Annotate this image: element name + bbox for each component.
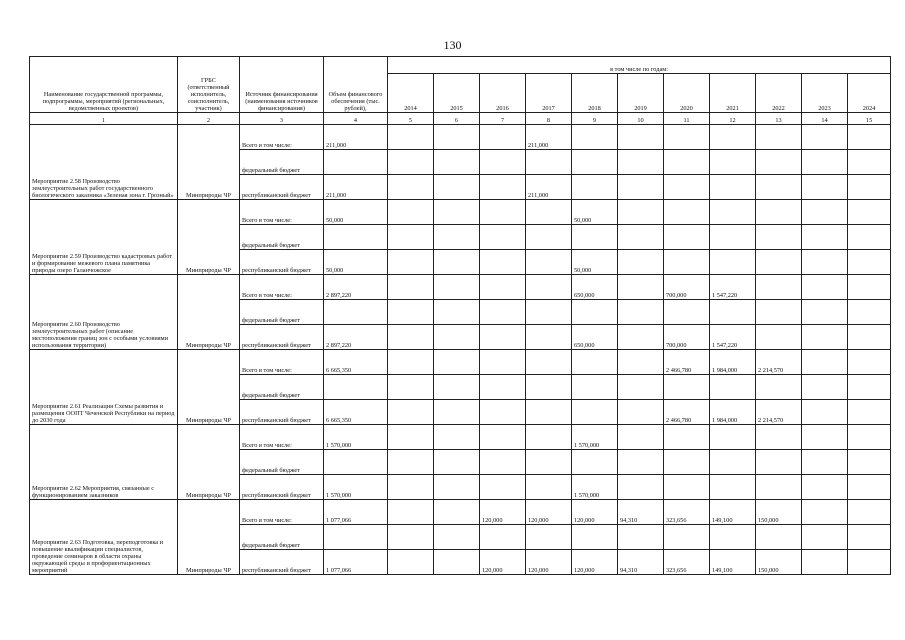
funding-source: республиканский бюджет — [240, 400, 324, 425]
year-value-2019: 94,310 — [618, 500, 664, 525]
year-value-2016 — [480, 450, 526, 475]
funding-total: 2 897,220 — [324, 325, 388, 350]
year-value-2024 — [848, 475, 891, 500]
table-row — [30, 275, 891, 300]
funding-total: 1 570,000 — [324, 425, 388, 450]
header-source: Источник финансирования (наименования источников финансирования) — [240, 57, 324, 113]
year-value-2020 — [664, 175, 710, 200]
year-value-2018: 120,000 — [572, 550, 618, 575]
year-value-2021 — [710, 200, 756, 225]
funding-source: республиканский бюджет — [240, 175, 324, 200]
year-value-2016 — [480, 275, 526, 300]
year-value-2024 — [848, 375, 891, 400]
year-value-2022 — [756, 125, 802, 150]
year-value-2019 — [618, 300, 664, 325]
year-value-2014 — [388, 525, 434, 550]
year-value-2022 — [756, 150, 802, 175]
year-value-2018 — [572, 375, 618, 400]
year-value-2018: 50,000 — [572, 250, 618, 275]
year-value-2019 — [618, 275, 664, 300]
year-value-2014 — [388, 200, 434, 225]
year-value-2019 — [618, 225, 664, 250]
year-value-2019 — [618, 125, 664, 150]
year-value-2022 — [756, 300, 802, 325]
year-value-2020: 700,000 — [664, 325, 710, 350]
year-value-2024 — [848, 200, 891, 225]
header-year-2019: 2019 — [618, 74, 664, 113]
year-value-2016 — [480, 375, 526, 400]
year-value-2023 — [802, 325, 848, 350]
year-value-2017: 211,000 — [526, 125, 572, 150]
year-value-2023 — [802, 400, 848, 425]
year-value-2018 — [572, 300, 618, 325]
header-year-2023: 2023 — [802, 74, 848, 113]
column-number: 5 — [388, 113, 434, 125]
year-value-2014 — [388, 125, 434, 150]
activity-grbs: Минприроды ЧР — [178, 350, 240, 425]
activity-grbs: Минприроды ЧР — [178, 500, 240, 575]
column-number: 3 — [240, 113, 324, 125]
year-value-2019 — [618, 450, 664, 475]
column-number: 1 — [30, 113, 178, 125]
year-value-2018: 650,000 — [572, 275, 618, 300]
year-value-2020 — [664, 125, 710, 150]
year-value-2017 — [526, 475, 572, 500]
year-value-2017 — [526, 375, 572, 400]
year-value-2021 — [710, 300, 756, 325]
year-value-2018 — [572, 225, 618, 250]
year-value-2021 — [710, 475, 756, 500]
year-value-2024 — [848, 325, 891, 350]
year-value-2019 — [618, 425, 664, 450]
year-value-2015 — [434, 175, 480, 200]
funding-total — [324, 525, 388, 550]
year-value-2020 — [664, 200, 710, 225]
year-value-2019 — [618, 375, 664, 400]
year-value-2021: 1 547,220 — [710, 325, 756, 350]
year-value-2022 — [756, 200, 802, 225]
funding-total — [324, 150, 388, 175]
year-value-2021 — [710, 450, 756, 475]
year-value-2018 — [572, 450, 618, 475]
year-value-2014 — [388, 175, 434, 200]
funding-total: 211,000 — [324, 175, 388, 200]
funding-total: 1 077,066 — [324, 550, 388, 575]
year-value-2017: 120,000 — [526, 500, 572, 525]
funding-source: Всего в том числе: — [240, 125, 324, 150]
year-value-2017 — [526, 525, 572, 550]
year-value-2020 — [664, 225, 710, 250]
year-value-2023 — [802, 450, 848, 475]
year-value-2018: 650,000 — [572, 325, 618, 350]
year-value-2021: 1 984,000 — [710, 400, 756, 425]
year-value-2022: 2 214,570 — [756, 400, 802, 425]
year-value-2023 — [802, 200, 848, 225]
year-value-2016 — [480, 475, 526, 500]
activity-name: Мероприятие 2.60 Производство землеустроительных работ (описание местоположения границ зон с особыми условиями использования территории) — [30, 275, 178, 350]
year-value-2019 — [618, 475, 664, 500]
column-number: 11 — [664, 113, 710, 125]
year-value-2016 — [480, 125, 526, 150]
year-value-2018 — [572, 400, 618, 425]
year-value-2021 — [710, 525, 756, 550]
year-value-2014 — [388, 300, 434, 325]
year-value-2023 — [802, 275, 848, 300]
year-value-2024 — [848, 175, 891, 200]
year-value-2020: 2 466,780 — [664, 400, 710, 425]
year-value-2021: 149,100 — [710, 550, 756, 575]
funding-source: федеральный бюджет — [240, 450, 324, 475]
year-value-2019 — [618, 250, 664, 275]
column-number: 12 — [710, 113, 756, 125]
year-value-2024 — [848, 400, 891, 425]
activity-grbs: Минприроды ЧР — [178, 200, 240, 275]
header-year-2018: 2018 — [572, 74, 618, 113]
funding-source: республиканский бюджет — [240, 325, 324, 350]
year-value-2024 — [848, 300, 891, 325]
year-value-2015 — [434, 525, 480, 550]
year-value-2017 — [526, 225, 572, 250]
funding-total — [324, 375, 388, 400]
column-number: 15 — [848, 113, 891, 125]
column-number: 2 — [178, 113, 240, 125]
year-value-2023 — [802, 550, 848, 575]
year-value-2022 — [756, 250, 802, 275]
year-value-2021 — [710, 425, 756, 450]
header-year-2016: 2016 — [480, 74, 526, 113]
year-value-2020 — [664, 475, 710, 500]
year-value-2023 — [802, 350, 848, 375]
funding-total — [324, 225, 388, 250]
year-value-2018: 50,000 — [572, 200, 618, 225]
column-number: 9 — [572, 113, 618, 125]
year-value-2023 — [802, 300, 848, 325]
year-value-2022 — [756, 450, 802, 475]
year-value-2018: 1 570,000 — [572, 425, 618, 450]
year-value-2018 — [572, 125, 618, 150]
year-value-2022: 150,000 — [756, 500, 802, 525]
year-value-2016 — [480, 325, 526, 350]
year-value-2020: 2 466,780 — [664, 350, 710, 375]
year-value-2019 — [618, 350, 664, 375]
funding-source: федеральный бюджет — [240, 150, 324, 175]
year-value-2024 — [848, 425, 891, 450]
column-number: 10 — [618, 113, 664, 125]
activity-name: Мероприятие 2.63 Подготовка, переподготовка и повышение квалификации специалистов, проведение семинаров в области охраны окружающей среды и профориентационных мероприятий — [30, 500, 178, 575]
year-value-2015 — [434, 275, 480, 300]
table-row — [30, 125, 891, 150]
funding-total: 1 077,066 — [324, 500, 388, 525]
year-value-2015 — [434, 375, 480, 400]
year-value-2020 — [664, 250, 710, 275]
year-value-2024 — [848, 250, 891, 275]
funding-source: республиканский бюджет — [240, 250, 324, 275]
year-value-2023 — [802, 375, 848, 400]
year-value-2021 — [710, 375, 756, 400]
year-value-2020 — [664, 375, 710, 400]
year-value-2018 — [572, 150, 618, 175]
year-value-2014 — [388, 550, 434, 575]
funding-total: 6 665,350 — [324, 350, 388, 375]
year-value-2015 — [434, 150, 480, 175]
header-year-2015: 2015 — [434, 74, 480, 113]
column-number: 4 — [324, 113, 388, 125]
year-value-2014 — [388, 225, 434, 250]
year-value-2017 — [526, 325, 572, 350]
year-value-2021 — [710, 250, 756, 275]
year-value-2014 — [388, 425, 434, 450]
year-value-2024 — [848, 550, 891, 575]
year-value-2022 — [756, 475, 802, 500]
year-value-2015 — [434, 350, 480, 375]
funding-source: Всего в том числе: — [240, 500, 324, 525]
year-value-2014 — [388, 325, 434, 350]
year-value-2023 — [802, 125, 848, 150]
year-value-2019 — [618, 525, 664, 550]
year-value-2015 — [434, 400, 480, 425]
year-value-2017: 211,000 — [526, 175, 572, 200]
funding-source: республиканский бюджет — [240, 475, 324, 500]
year-value-2018 — [572, 525, 618, 550]
year-value-2018 — [572, 175, 618, 200]
funding-source: Всего в том числе: — [240, 350, 324, 375]
year-value-2021 — [710, 225, 756, 250]
funding-total: 1 570,000 — [324, 475, 388, 500]
year-value-2017 — [526, 275, 572, 300]
table-row — [30, 350, 891, 375]
year-value-2015 — [434, 125, 480, 150]
column-number: 7 — [480, 113, 526, 125]
year-value-2024 — [848, 350, 891, 375]
page-number: 130 — [443, 38, 462, 52]
header-grbs: ГРБС (ответственный исполнитель, соисполнитель, участник) — [178, 57, 240, 113]
year-value-2015 — [434, 300, 480, 325]
year-value-2024 — [848, 225, 891, 250]
year-value-2018: 120,000 — [572, 500, 618, 525]
year-value-2015 — [434, 475, 480, 500]
funding-total — [324, 300, 388, 325]
year-value-2017: 120,000 — [526, 550, 572, 575]
year-value-2022 — [756, 175, 802, 200]
year-value-2023 — [802, 150, 848, 175]
year-value-2016: 120,000 — [480, 550, 526, 575]
year-value-2020: 323,656 — [664, 500, 710, 525]
column-number: 14 — [802, 113, 848, 125]
activity-name: Мероприятие 2.62 Мероприятия, связанные с функционированием заказников — [30, 425, 178, 500]
year-value-2020 — [664, 150, 710, 175]
year-value-2020: 323,656 — [664, 550, 710, 575]
header-year-2017: 2017 — [526, 74, 572, 113]
table-row — [30, 425, 891, 450]
activity-grbs: Минприроды ЧР — [178, 425, 240, 500]
header-years-group: в том числе по годам: — [388, 57, 891, 74]
year-value-2022: 150,000 — [756, 550, 802, 575]
year-value-2023 — [802, 525, 848, 550]
year-value-2017 — [526, 150, 572, 175]
funding-total: 2 897,220 — [324, 275, 388, 300]
year-value-2015 — [434, 500, 480, 525]
year-value-2014 — [388, 500, 434, 525]
activity-grbs: Минприроды ЧР — [178, 125, 240, 200]
financing-table — [29, 56, 891, 575]
year-value-2020 — [664, 300, 710, 325]
funding-source: республиканский бюджет — [240, 550, 324, 575]
year-value-2017 — [526, 350, 572, 375]
year-value-2023 — [802, 425, 848, 450]
year-value-2023 — [802, 175, 848, 200]
funding-total — [324, 450, 388, 475]
year-value-2021 — [710, 125, 756, 150]
funding-source: федеральный бюджет — [240, 300, 324, 325]
year-value-2014 — [388, 475, 434, 500]
year-value-2014 — [388, 250, 434, 275]
year-value-2016 — [480, 425, 526, 450]
year-value-2015 — [434, 550, 480, 575]
activity-name: Мероприятие 2.61 Реализация Схемы развития и размещения ООПТ Чеченской Республики на период до 2030 года — [30, 350, 178, 425]
year-value-2015 — [434, 225, 480, 250]
header-year-2024: 2024 — [848, 74, 891, 113]
year-value-2020: 700,000 — [664, 275, 710, 300]
year-value-2021: 1 547,220 — [710, 275, 756, 300]
header-year-2021: 2021 — [710, 74, 756, 113]
year-value-2023 — [802, 500, 848, 525]
year-value-2019 — [618, 400, 664, 425]
funding-source: Всего в том числе: — [240, 200, 324, 225]
funding-source: федеральный бюджет — [240, 525, 324, 550]
year-value-2017 — [526, 450, 572, 475]
year-value-2016 — [480, 300, 526, 325]
year-value-2015 — [434, 250, 480, 275]
column-number: 13 — [756, 113, 802, 125]
year-value-2022 — [756, 375, 802, 400]
year-value-2017 — [526, 250, 572, 275]
year-value-2019 — [618, 175, 664, 200]
year-value-2014 — [388, 275, 434, 300]
year-value-2014 — [388, 375, 434, 400]
year-value-2016 — [480, 175, 526, 200]
activity-name: Мероприятие 2.59 Производство кадастровых работ и формирование межевого плана памятника природы озеро Галанчожское — [30, 200, 178, 275]
year-value-2014 — [388, 350, 434, 375]
year-value-2023 — [802, 475, 848, 500]
year-value-2019 — [618, 200, 664, 225]
year-value-2024 — [848, 275, 891, 300]
year-value-2020 — [664, 425, 710, 450]
header-volume: Объем финансового обеспечения (тыс. рублей), — [324, 57, 388, 113]
year-value-2018 — [572, 350, 618, 375]
year-value-2017 — [526, 400, 572, 425]
year-value-2015 — [434, 450, 480, 475]
year-value-2016: 120,000 — [480, 500, 526, 525]
year-value-2022 — [756, 325, 802, 350]
year-value-2019: 94,310 — [618, 550, 664, 575]
header-program: Наименование государственной программы, подпрограммы, мероприятий (региональных, ведомственных проектов) — [30, 57, 178, 113]
year-value-2019 — [618, 150, 664, 175]
funding-source: федеральный бюджет — [240, 375, 324, 400]
year-value-2021: 149,100 — [710, 500, 756, 525]
year-value-2021 — [710, 150, 756, 175]
year-value-2020 — [664, 450, 710, 475]
year-value-2022: 2 214,570 — [756, 350, 802, 375]
year-value-2015 — [434, 200, 480, 225]
funding-total: 50,000 — [324, 250, 388, 275]
year-value-2024 — [848, 500, 891, 525]
year-value-2016 — [480, 200, 526, 225]
funding-source: Всего в том числе: — [240, 275, 324, 300]
activity-name: Мероприятие 2.58 Производство землеустроительных работ государственного биологического заказника «Зеленая зона г. Грозный» — [30, 125, 178, 200]
year-value-2016 — [480, 350, 526, 375]
year-value-2024 — [848, 125, 891, 150]
year-value-2016 — [480, 225, 526, 250]
column-number: 8 — [526, 113, 572, 125]
year-value-2014 — [388, 150, 434, 175]
year-value-2022 — [756, 525, 802, 550]
year-value-2014 — [388, 450, 434, 475]
header-year-2020: 2020 — [664, 74, 710, 113]
year-value-2022 — [756, 275, 802, 300]
year-value-2019 — [618, 325, 664, 350]
year-value-2018: 1 570,000 — [572, 475, 618, 500]
year-value-2024 — [848, 525, 891, 550]
year-value-2024 — [848, 150, 891, 175]
activity-grbs: Минприроды ЧР — [178, 275, 240, 350]
year-value-2016 — [480, 525, 526, 550]
year-value-2016 — [480, 250, 526, 275]
year-value-2021: 1 984,000 — [710, 350, 756, 375]
year-value-2024 — [848, 450, 891, 475]
year-value-2022 — [756, 225, 802, 250]
year-value-2017 — [526, 200, 572, 225]
year-value-2023 — [802, 250, 848, 275]
year-value-2017 — [526, 300, 572, 325]
column-number: 6 — [434, 113, 480, 125]
table-row — [30, 500, 891, 525]
table-row — [30, 200, 891, 225]
year-value-2015 — [434, 325, 480, 350]
year-value-2017 — [526, 425, 572, 450]
year-value-2022 — [756, 425, 802, 450]
year-value-2023 — [802, 225, 848, 250]
year-value-2021 — [710, 175, 756, 200]
header-year-2014: 2014 — [388, 74, 434, 113]
header-year-2022: 2022 — [756, 74, 802, 113]
funding-source: федеральный бюджет — [240, 225, 324, 250]
year-value-2016 — [480, 150, 526, 175]
year-value-2014 — [388, 400, 434, 425]
funding-total: 211,000 — [324, 125, 388, 150]
year-value-2015 — [434, 425, 480, 450]
funding-total: 6 665,350 — [324, 400, 388, 425]
funding-total: 50,000 — [324, 200, 388, 225]
year-value-2016 — [480, 400, 526, 425]
year-value-2020 — [664, 525, 710, 550]
funding-source: Всего в том числе: — [240, 425, 324, 450]
